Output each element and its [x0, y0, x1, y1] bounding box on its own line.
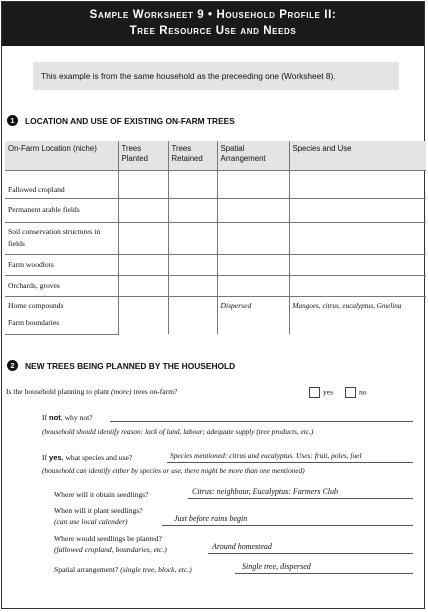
- example-note: This example is from the same household as the preceeding one (Worksheet 8).: [33, 62, 399, 90]
- retained-cell: [168, 222, 217, 254]
- no-option[interactable]: no: [345, 387, 367, 398]
- species-cell: [289, 254, 426, 275]
- when-question: When will it plant seedlings?: [54, 506, 143, 515]
- if-yes-hint: (household can identify either by species or use, there might be more than one mentioned): [42, 466, 305, 475]
- when-question-hint: (can use local calender): [54, 517, 128, 526]
- section2-number: 2: [7, 360, 18, 371]
- if-yes-question: If yes, what species and use?: [42, 453, 133, 462]
- yes-checkbox[interactable]: [309, 387, 320, 398]
- if-not-hint: (household should identify reason: lack of land, labour; adequate supply (tree products, etc.): [42, 427, 314, 436]
- location-cell: Farm woodlots: [5, 254, 118, 275]
- header-title: Sample Worksheet 9 • Household Profile II:: [89, 9, 337, 21]
- if-not-question: If not, why not?: [42, 413, 93, 422]
- if-not-answer-line[interactable]: [110, 421, 413, 422]
- column-header: Species and Use: [289, 141, 426, 170]
- table-header-row: [5, 141, 426, 170]
- planted-cell: [118, 254, 168, 275]
- if-yes-answer-line[interactable]: [167, 462, 413, 463]
- location-cell: Fallowed cropland: [5, 170, 118, 198]
- column-header: Trees Retained: [168, 141, 217, 170]
- table-row: [5, 198, 426, 222]
- arrangement-cell: [217, 198, 289, 222]
- yes-option[interactable]: yes: [309, 387, 333, 398]
- existing-trees-table: [5, 141, 426, 335]
- section2-title-text: NEW TREES BEING PLANNED BY THE HOUSEHOLD: [25, 360, 236, 371]
- arrangement-cell: [217, 275, 289, 296]
- section1-title-text: LOCATION AND USE OF EXISTING ON-FARM TREES: [25, 115, 235, 126]
- when-answer-line[interactable]: [162, 525, 413, 526]
- column-header: Trees Planted: [118, 141, 168, 170]
- column-header: On-Farm Location (niche): [5, 141, 118, 170]
- species-cell: [289, 275, 426, 296]
- table-row: [5, 170, 426, 198]
- retained-cell: [168, 275, 217, 296]
- worksheet-page: [1, 1, 425, 609]
- arrangement-cell: Dispersed: [217, 296, 289, 334]
- where-question: Where would seedlings be planted?: [54, 534, 162, 543]
- table-row: [5, 254, 426, 275]
- planted-cell: [118, 198, 168, 222]
- planted-cell: [118, 275, 168, 296]
- table-row: [5, 222, 426, 254]
- where-answer-line[interactable]: [208, 553, 413, 554]
- table-row: [5, 296, 426, 315]
- location-cell: Home compounds: [5, 296, 118, 315]
- worksheet-header: [2, 2, 424, 46]
- species-cell: [289, 222, 426, 254]
- spatial-question: Spatial arrangement? (single tree, block, etc.): [54, 565, 192, 574]
- plant-question: Is the household planning to plant (more) trees on-farm?: [6, 387, 178, 396]
- section1-number: 1: [7, 115, 18, 126]
- seedlings-answer: Citrus: neighbour, Eucalyptus: Farmers Club: [192, 487, 338, 496]
- section1-title: [7, 115, 235, 126]
- planted-cell: [118, 222, 168, 254]
- arrangement-cell: [217, 254, 289, 275]
- planted-cell: [118, 170, 168, 198]
- location-cell: Permanent arable fields: [5, 198, 118, 222]
- seedlings-answer-line[interactable]: [188, 498, 413, 499]
- species-cell: [289, 198, 426, 222]
- spatial-answer-line[interactable]: [235, 573, 413, 574]
- location-cell: Soil conservation structures in fields: [5, 222, 118, 254]
- spatial-answer: Single tree, dispersed: [242, 562, 311, 571]
- if-yes-answer: Species mentioned: citrus and eucalyptus. Uses: fruit, poles, fuel: [170, 451, 362, 460]
- retained-cell: [168, 198, 217, 222]
- arrangement-cell: [217, 222, 289, 254]
- location-cell: Farm boundaries: [5, 315, 118, 334]
- where-answer: Around homestead: [212, 542, 272, 551]
- where-question-hint: (fallowed cropland, boundaries, etc.): [54, 545, 167, 554]
- no-checkbox[interactable]: [345, 387, 356, 398]
- species-cell: Mangoes, citrus, eucalyptus, Gmelina: [289, 296, 426, 334]
- when-answer: Just before rains begin: [174, 514, 248, 523]
- table-row: [5, 275, 426, 296]
- retained-cell: [168, 296, 217, 334]
- planted-cell: [118, 296, 168, 334]
- retained-cell: [168, 170, 217, 198]
- retained-cell: [168, 254, 217, 275]
- header-subtitle: Tree Resource Use and Needs: [129, 25, 297, 37]
- seedlings-question: Where will it obtain seedlings?: [54, 490, 149, 499]
- species-cell: [289, 170, 426, 198]
- arrangement-cell: [217, 170, 289, 198]
- location-cell: Orchards, groves: [5, 275, 118, 296]
- column-header: Spatial Arrangement: [217, 141, 289, 170]
- section2-title: [7, 360, 235, 371]
